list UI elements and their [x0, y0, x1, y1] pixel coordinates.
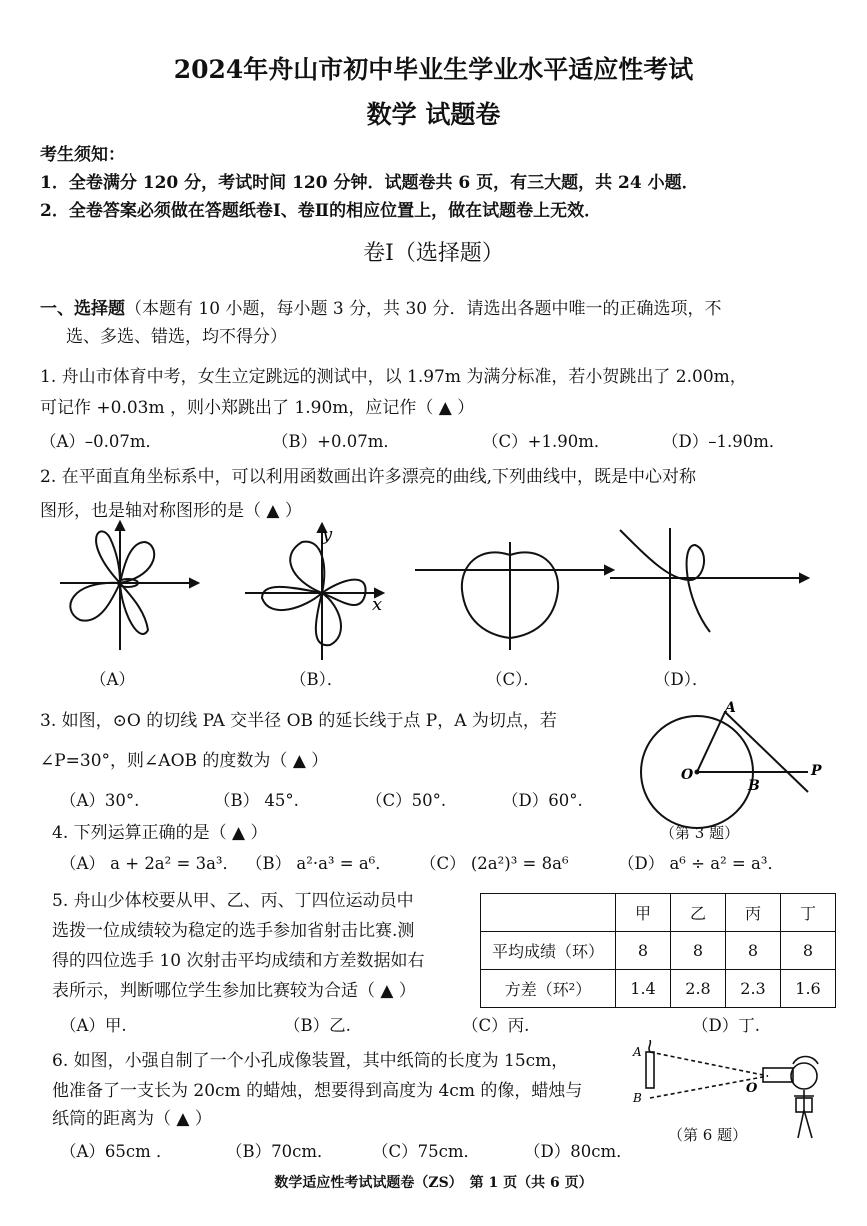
table-header-cell: 丁 [781, 894, 836, 932]
q3-option-d: （D）60°. [502, 791, 583, 810]
q2-stem: 2. 在平面直角坐标系中，可以利用函数画出许多漂亮的曲线,下列曲线中，既是中心对称 [40, 467, 697, 487]
q3-option-c: （C）50°. [366, 791, 447, 810]
q3-label-b: B [748, 778, 760, 794]
boy-icon [791, 1057, 818, 1139]
q2-stem-cont: 图形，也是轴对称图形的是（ ▲ ） [40, 501, 302, 521]
q4-stem: 4. 下列运算正确的是（ ▲ ） [52, 823, 268, 843]
q2-figure-a [60, 522, 198, 650]
notice-item-2: 2．全卷答案必须做在答题纸卷Ⅰ、卷Ⅱ的相应位置上，做在试题卷上无效． [40, 201, 602, 221]
table-cell: 1.6 [781, 970, 836, 1008]
q5-stem-3: 得的四位选手 10 次射击平均成绩和方差数据如右 [52, 951, 425, 971]
table-cell: 8 [671, 932, 726, 970]
q2-figure-d [610, 528, 808, 660]
table-cell: 8 [781, 932, 836, 970]
q4-option-d: （D） a⁶ ÷ a² = a³． [618, 854, 784, 873]
q3-caption: （第 3 题） [660, 824, 740, 842]
q3-stem-cont: ∠P=30°，则∠AOB 的度数为（ ▲ ） [40, 751, 329, 771]
notice-heading: 考生须知： [40, 145, 125, 165]
q5-option-b: （B）乙. [284, 1016, 351, 1035]
table-cell: 8 [726, 932, 781, 970]
notice-item-1: 1．全卷满分 120 分，考试时间 120 分钟．试题卷共 6 页，有三大题，共 24 小题． [40, 173, 699, 193]
q5-stem-1: 5. 舟山少体校要从甲、乙、丙、丁四位运动员中 [52, 891, 414, 911]
q2-curve-figures [40, 520, 830, 660]
q1-stem: 1. 舟山市体育中考，女生立定跳远的测试中，以 1.97m 为满分标准，若小贺跳出了 2.00m， [40, 367, 747, 387]
q1-stem-cont: 可记作 +0.03m ，则小郑跳出了 1.90m，应记作（ ▲ ） [40, 398, 475, 418]
q4-option-b: （B） a²·a³ = a⁶． [246, 854, 392, 873]
q3-stem: 3. 如图，⊙O 的切线 PA 交半径 OB 的延长线于点 P，A 为切点，若 [40, 711, 557, 731]
table-cell: 2.8 [671, 970, 726, 1008]
q3-option-a: （A）30°. [60, 791, 140, 810]
q6-stem-cont: 他准备了一支长为 20cm 的蜡烛，想要得到高度为 4cm 的像，蜡烛与 [52, 1081, 583, 1101]
q6-option-d: （D）80cm． [524, 1142, 633, 1161]
q5-option-c: （C）丙. [462, 1016, 530, 1035]
q6-option-b: （B）70cm． [226, 1142, 334, 1161]
q1-option-c: （C）+1.90m． [482, 432, 611, 451]
q2-axis-x-label: x [372, 594, 383, 615]
q2-figure-b [245, 524, 383, 660]
q3-label-a: A [725, 700, 736, 716]
q6-label-o: O [746, 1081, 758, 1096]
q2-figure-c [415, 542, 613, 650]
q5-option-d: （D）丁. [692, 1016, 760, 1035]
q5-stem-4: 表所示，判断哪位学生参加比赛较为合适（ ▲ ） [52, 981, 416, 1001]
table-cell: 1.4 [616, 970, 671, 1008]
table-header-cell: 甲 [616, 894, 671, 932]
q6-label-b: B [633, 1091, 642, 1105]
q2-option-b: （B）． [290, 670, 344, 689]
table-cell: 方差（环²） [481, 970, 616, 1008]
q2-option-d: （D）． [654, 670, 709, 689]
exam-subtitle: 数学 试题卷 [366, 100, 501, 129]
q3-label-o: O [681, 767, 694, 783]
candle-icon [646, 1052, 654, 1088]
q6-caption: （第 6 题） [668, 1126, 748, 1144]
q6-label-a: A [633, 1045, 642, 1059]
part-description-cont: 选、多选、错选，均不得分） [66, 327, 287, 347]
table-cell: 2.3 [726, 970, 781, 1008]
part-heading: 一、选择题 [40, 299, 125, 319]
q6-option-c: （C）75cm． [372, 1142, 481, 1161]
table-header-row [481, 894, 836, 932]
table-row [481, 970, 836, 1008]
page-footer: 数学适应性考试试题卷（ZS） 第 1 页（共 6 页） [274, 1175, 593, 1191]
q1-option-b: （B）+0.07m． [272, 432, 400, 451]
q2-option-a: （A） [90, 670, 135, 689]
q5-option-a: （A）甲. [60, 1016, 127, 1035]
q6-stem: 6. 如图，小强自制了一个小孔成像装置，其中纸筒的长度为 15cm， [52, 1051, 569, 1071]
table-cell: 8 [616, 932, 671, 970]
q4-option-a: （A） a + 2a² = 3a³． [60, 854, 240, 873]
section-title: 卷Ⅰ（选择题） [363, 241, 504, 266]
part-description: （本题有 10 小题，每小题 3 分，共 30 分．请选出各题中唯一的正确选项，不 [125, 299, 722, 319]
exam-title: 2024年舟山市初中毕业生学业水平适应性考试 [173, 55, 694, 84]
table-header-cell: 丙 [726, 894, 781, 932]
q5-stem-2: 选拨一位成绩较为稳定的选手参加省射击比赛.测 [52, 921, 415, 941]
table-header-cell [481, 894, 616, 932]
q2-axis-y-label: y [322, 524, 333, 545]
q3-label-p: P [811, 763, 822, 779]
q2-option-c: （C）． [486, 670, 540, 689]
q5-score-table [480, 893, 836, 1008]
table-header-cell: 乙 [671, 894, 726, 932]
q6-option-a: （A）65cm ． [60, 1142, 173, 1161]
q1-option-a: （A）–0.07m． [40, 432, 163, 451]
q1-option-d: （D）–1.90m． [662, 432, 786, 451]
table-cell: 平均成绩（环） [481, 932, 616, 970]
q6-stem-cont-2: 纸筒的距离为（ ▲ ） [52, 1109, 212, 1129]
q3-option-b: （B） 45°. [214, 791, 299, 810]
table-row [481, 932, 836, 970]
q4-option-c: （C） (2a²)³ = 8a⁶ [420, 854, 569, 873]
